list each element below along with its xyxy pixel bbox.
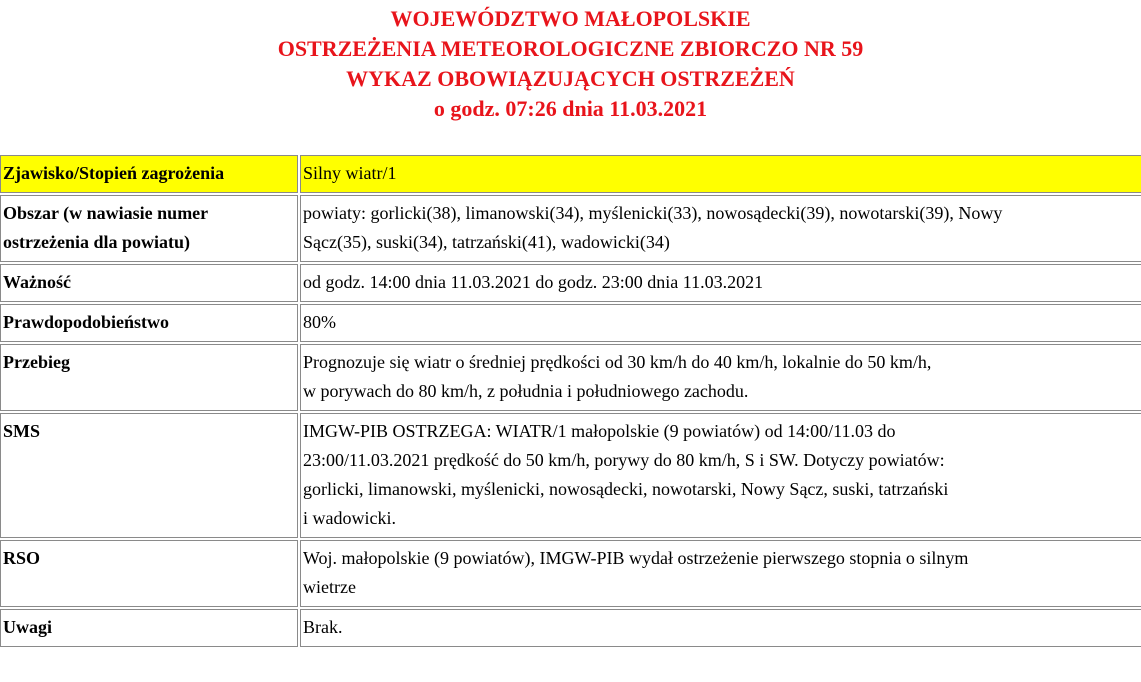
row-label: Obszar (w nawiasie numer ostrzeżenia dla powiatu) [0, 195, 298, 262]
row-label: Uwagi [0, 609, 298, 647]
row-value: Prognozuje się wiatr o średniej prędkości od 30 km/h do 40 km/h, lokalnie do 50 km/h, w porywach do 80 km/h, z południa i południowego zachodu. [300, 344, 1141, 411]
table-row-phenomenon [0, 155, 1141, 193]
table-row-course [0, 344, 1141, 411]
row-label: Zjawisko/Stopień zagrożenia [0, 155, 298, 193]
row-value: Silny wiatr/1 [300, 155, 1141, 193]
header-voivodeship: WOJEWÓDZTWO MAŁOPOLSKIE [390, 6, 751, 31]
row-label: Przebieg [0, 344, 298, 411]
warning-table [0, 153, 1141, 649]
row-value: Brak. [300, 609, 1141, 647]
row-label: RSO [0, 540, 298, 607]
row-value: 80% [300, 304, 1141, 342]
table-row-rso [0, 540, 1141, 607]
row-value: Woj. małopolskie (9 powiatów), IMGW-PIB wydał ostrzeżenie pierwszego stopnia o silnym wietrze [300, 540, 1141, 607]
table-row-remarks [0, 609, 1141, 647]
row-label: Ważność [0, 264, 298, 302]
header-list-title: WYKAZ OBOWIĄZUJĄCYCH OSTRZEŻEŃ [346, 66, 795, 91]
row-value: od godz. 14:00 dnia 11.03.2021 do godz. 23:00 dnia 11.03.2021 [300, 264, 1141, 302]
warning-header [0, 4, 1141, 124]
table-row-probability [0, 304, 1141, 342]
row-value: IMGW-PIB OSTRZEGA: WIATR/1 małopolskie (9 powiatów) od 14:00/11.03 do 23:00/11.03.2021 prędkość do 50 km/h, porywy do 80 km/h, S i SW. Dotyczy powiatów: gorlicki, limanowski, myślenicki, nowosądecki, nowotarski, Nowy Sącz, suski, tatrzański i wadowicki. [300, 413, 1141, 538]
header-timestamp: o godz. 07:26 dnia 11.03.2021 [433, 96, 708, 121]
header-bulletin-title: OSTRZEŻENIA METEOROLOGICZNE ZBIORCZO NR 59 [277, 36, 864, 61]
table-row-sms [0, 413, 1141, 538]
row-value: powiaty: gorlicki(38), limanowski(34), myślenicki(33), nowosądecki(39), nowotarski(39), Nowy Sącz(35), suski(34), tatrzański(41), wadowicki(34) [300, 195, 1141, 262]
table-row-validity [0, 264, 1141, 302]
row-label: Prawdopodobieństwo [0, 304, 298, 342]
row-label: SMS [0, 413, 298, 538]
table-row-area [0, 195, 1141, 262]
warning-table-wrapper [0, 153, 1141, 682]
